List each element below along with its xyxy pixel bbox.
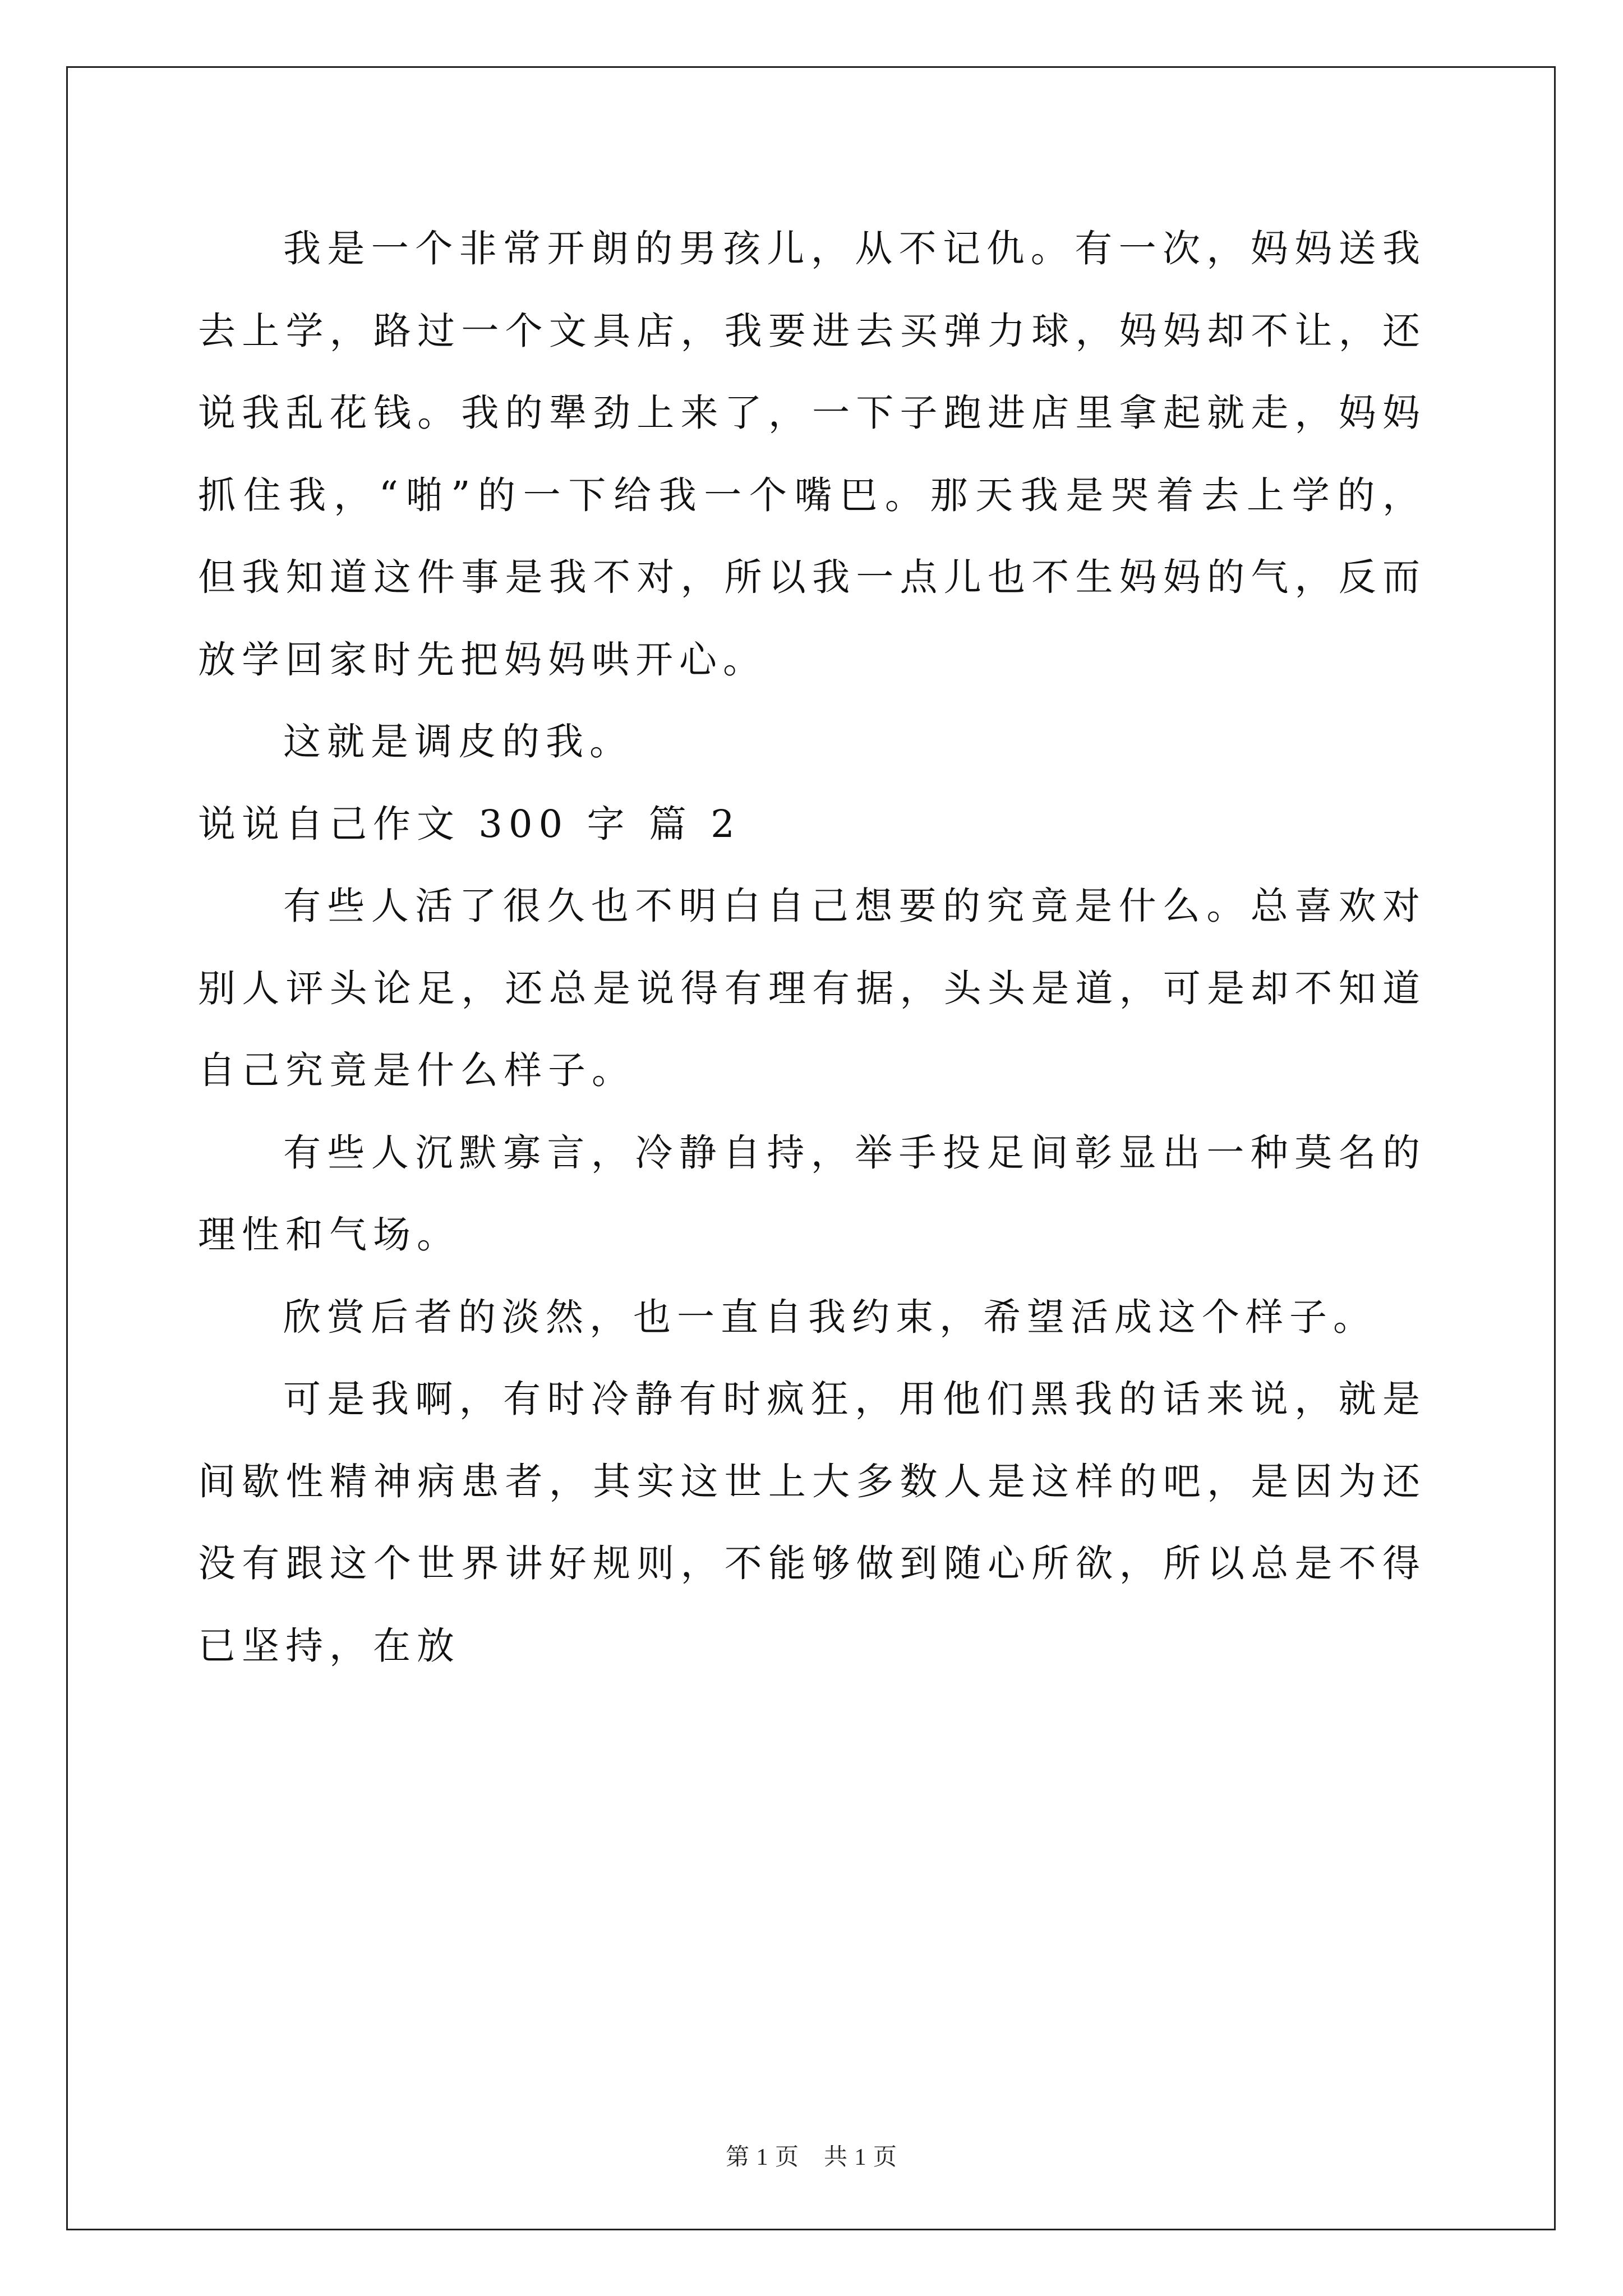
paragraph: 我是一个非常开朗的男孩儿，从不记仇。有一次，妈妈送我去上学，路过一个文具店，我要进去买弹力球，妈妈却不让，还说我乱花钱。我的犟劲上来了，一下子跑进店里拿起就走，妈妈抓住我，“啪”的一下给我一个嘴巴。那天我是哭着去上学的，但我知道这件事是我不对，所以我一点儿也不生妈妈的气，反而放学回家时先把妈妈哄开心。 bbox=[198, 227, 1426, 682]
page-number-total: 共 1 页 bbox=[824, 2145, 898, 2170]
page-footer bbox=[0, 2138, 1623, 2172]
paragraph: 这就是调皮的我。 bbox=[283, 720, 633, 763]
paragraph: 有些人活了很久也不明白自己想要的究竟是什么。总喜欢对别人评头论足，还总是说得有理有据，头头是道，可是却不知道自己究竟是什么样子。 bbox=[198, 884, 1426, 1092]
paragraph: 欣赏后者的淡然，也一直自我约束，希望活成这个样子。 bbox=[283, 1295, 1377, 1339]
paragraph: 有些人沉默寡言，冷静自持，举手投足间彰显出一种莫名的理性和气场。 bbox=[198, 1130, 1426, 1257]
page-number-current: 第 1 页 bbox=[725, 2145, 799, 2170]
paragraph: 可是我啊，有时冷静有时疯狂，用他们黑我的话来说，就是间歇性精神病患者，其实这世上大多数人是这样的吧，是因为还没有跟这个世界讲好规则，不能够做到随心所欲，所以总是不得已坚持，在放 bbox=[198, 1377, 1426, 1668]
section-heading: 说说自己作文 300 字 篇 2 bbox=[198, 802, 741, 846]
document-body bbox=[198, 208, 1426, 1687]
